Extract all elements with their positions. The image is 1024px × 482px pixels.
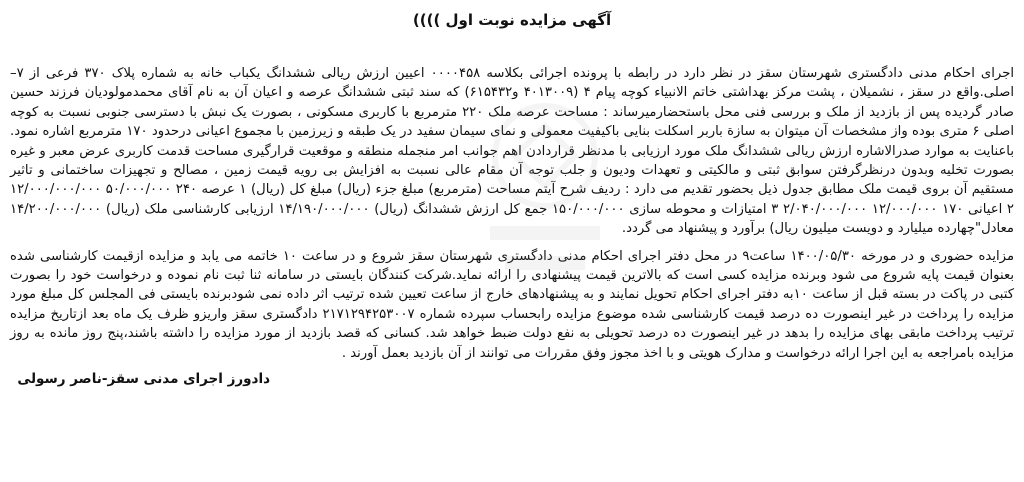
notice-paragraph-auction-terms: مزایده حضوری و در مورخه ۱۴۰۰/۰۵/۳۰ ساعت۹ در محل دفتر اجرای احکام مدنی دادگستری شهرستان سقز شروع و در ساعت ۱۰ خاتمه می یابد و مزایده ازقیمت کارشناسی شده بعنوان قیمت پایه شروع می شود وبرنده مزایده کسی است که بالاترین قیمت پیشنهادی را ارائه نماید.شرکت کنندگان بایستی در سامانه ثنا ثبت نام نموده و درخواست خود را بصورت کتبی در پاکت در بسته قبل از ساعت ۱۰به دفتر اجرای احکام تحویل نمایند و به پیشنهادهای خارج از ساعت تعیین شده ترتیب اثر داده نمی شودبرنده بایستی فی المجلس کل مبلغ مورد مزایده را پرداخت در غیر اینصورت ده درصد قیمت کارشناسی شده موضوع مزایده رابحساب سپرده شماره ۲۱۷۱۲۹۴۲۵۳۰۰۷ دادگستری سقز واریزو ظرف یک ماه بعد ازتاریخ مزایده ترتیب پرداخت مابقی بهای مزایده را بدهد در غیر اینصورت ده درصد تحویلی به نفع دولت ضبط خواهد شد. کسانی که قصد بازدید از مورد مزایده را داشته باشند،پنج روز مانده به روز مزایده بامراجعه به این اجرا ارائه درخواست و مدارک هویتی و با اخذ مجوز وفق مقررات می توانند از آن بازدید بعمل آورند .	[10, 248, 1015, 361]
notice-title: آگهی مزایده نوبت اول ))))	[412, 11, 612, 29]
notice-signature: دادورز اجرای مدنی سقز-ناصر رسولی	[17, 371, 270, 388]
notice-paragraph-property: اجرای احکام مدنی دادگستری شهرستان سقز در نظر دارد در رابطه با پرونده اجرائی بکلاسه ۰۰۰۰۴۵۸ اعیین ارزش ریالی ششدانگ یکباب خانه به شماره پلاک ۳۷۰ فرعی از ۷– اصلی.واقع در سقز ، نشمیلان ، پشت مرکز بهداشتی خاتم الانبیاء کوچه پیام ۴ (۴۰۱۳۰۰۹ و۶۱۵۴۳۲) که سند ثبتی ششدانگ عرصه و اعیان آن به نام آقای محمدمولودیان فرزند حسین صادر گردیده پس از بازدید از ملک و بررسی فنی محل باستحضارمیرساند : مساحت عرصه ملک ۲۲۰ مترمربع با کاربری مسکونی ، بصورت یک نبش با دسترسی جنوبی نسبت به کوچه اصلی ۶ متری بوده واز مشخصات آن میتوان به سازة باربر اسکلت بنایی باکیفیت معمولی و نمای سیمان سفید در یک طبقه و زیرزمین با مجموع اعیانی درحدود ۱۷۰ مترمربع اشاره نمود. باعنایت به موارد صدرالاشاره ارزش ریالی ششدانگ ملک مورد ارزیابی با مدنظر قراردادن اهم جوانب امر منجمله منطقه و موقعیت قرارگیری مساحت قدمت کاربری عرض معبر و غیره بصورت تخلیه وبدون درنظرگرفتن سوابق ثبتی و مالکیتی و تعهدات ودیون و جلب توجه آن مقام عالی نسبت به افزایش بی رویه قیمت زمین ، مصالح و تجهیزات ساختمانی و تاثیر مستقیم آن بروی قیمت ملک مطابق جدول ذیل بحضور تقدیم می دارد : ردیف شرح آیتم مساحت (مترمربع) مبلغ جزء (ریال) مبلغ کل (ریال) ۱ عرصه ۲۴۰ ۵۰/۰۰۰/۰۰۰ ۱۲/۰۰۰/۰۰۰/۰۰۰ ۲ اعیانی ۱۷۰ ۱۲/۰۰۰/۰۰۰ ۲/۰۴۰/۰۰۰/۰۰۰ ۳ امتیازات و محوطه سازی ۱۵۰/۰۰۰/۰۰۰ جمع کل ارزش ششدانگ (ریال) ۱۴/۱۹۰/۰۰۰/۰۰۰ ارزیابی کارشناسی ملک (ریال) ۱۴/۲۰۰/۰۰۰/۰۰۰ معادل"چهارده میلیارد و دویست میلیون ریال) برآورد و پیشنهاد می گردد.	[10, 66, 1015, 237]
